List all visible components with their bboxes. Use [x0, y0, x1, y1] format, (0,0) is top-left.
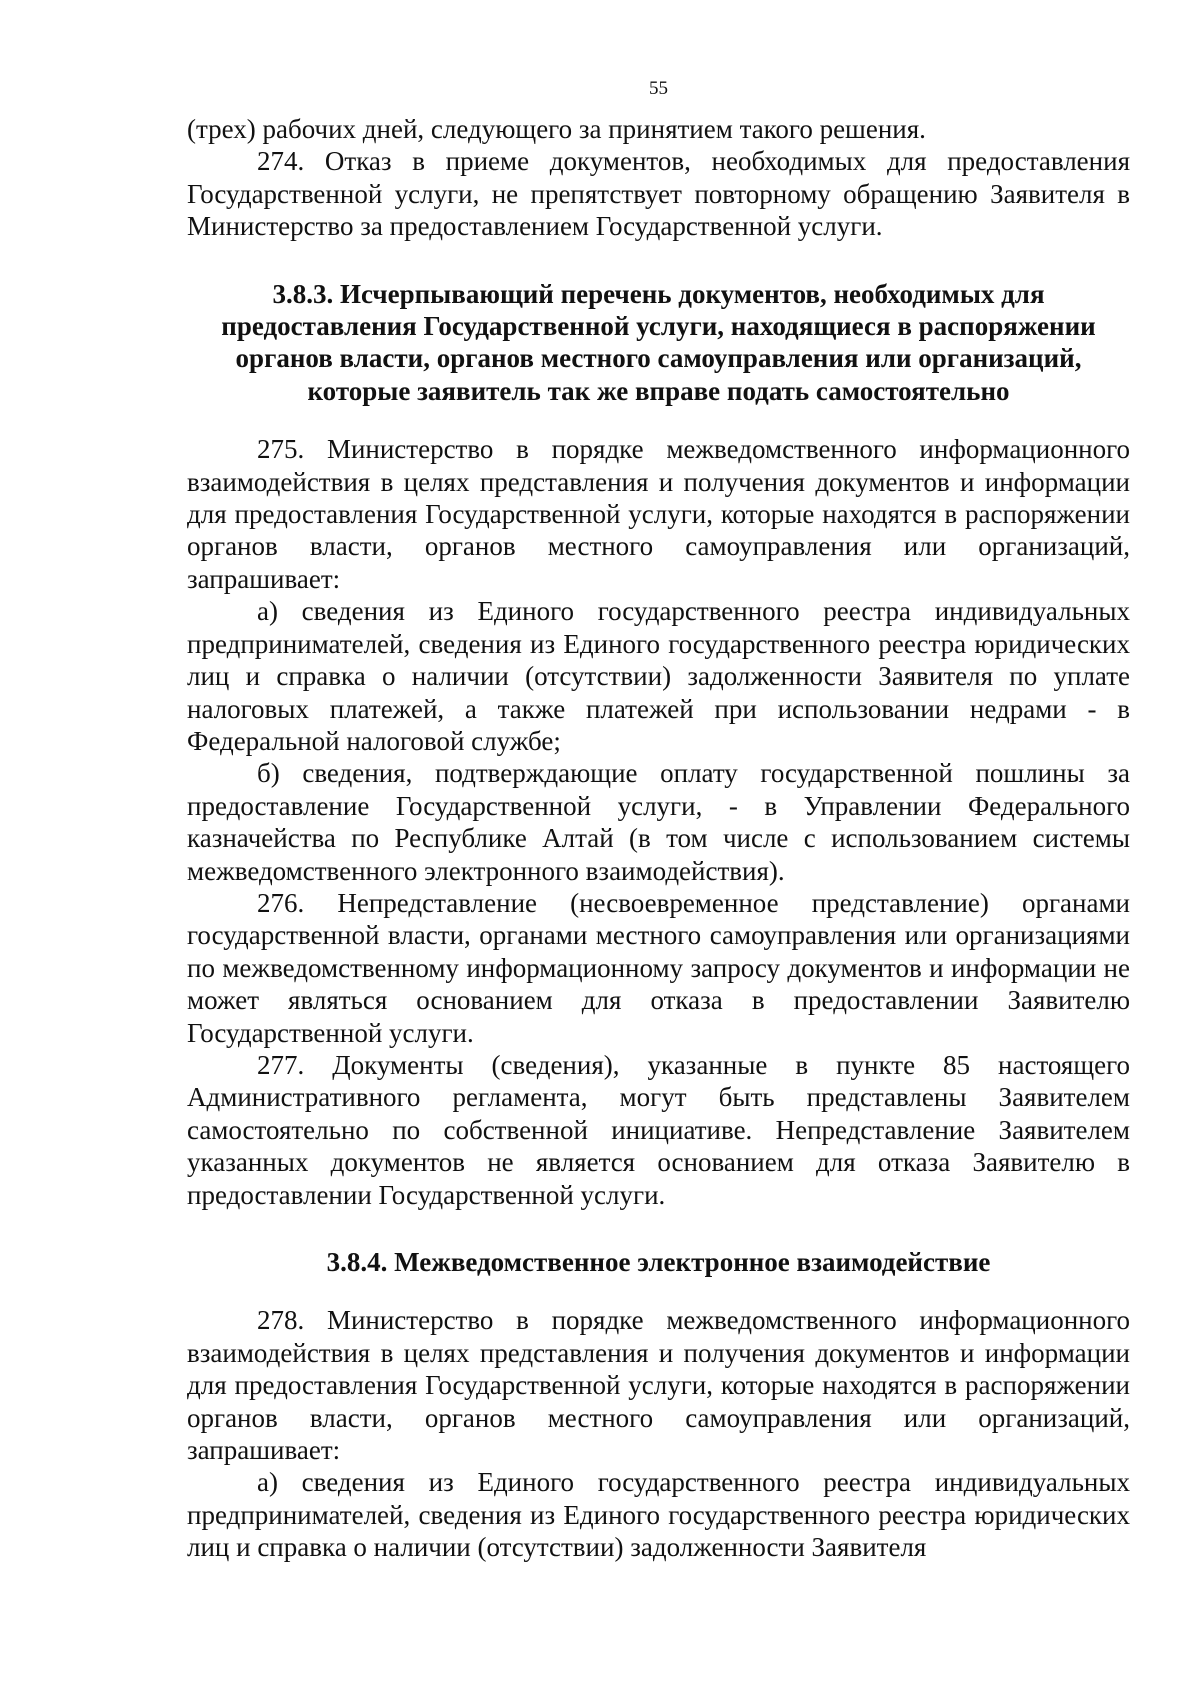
paragraph-continuation: (трех) рабочих дней, следующего за принятием такого решения. [187, 114, 926, 144]
heading-3-8-4: 3.8.4. Межведомственное электронное взаимодействие [326, 1247, 991, 1277]
heading-3-8-3: 3.8.3. Исчерпывающий перечень документов, необходимых для предоставления Государственной услуги, находящиеся в распоряжении органов власти, органов местного самоуправления или организаций, которые заявитель так же вправе подать самостоятельно [221, 278, 1096, 406]
paragraph-278: 278. Министерство в порядке межведомственного информационного взаимодействия в целях представления и получения документов и информации для предоставления Государственной услуги, которые находятся в распоряжении органов власти, органов местного самоуправления или организаций, запрашивает: [187, 1305, 1130, 1466]
paragraph-277: 277. Документы (сведения), указанные в пункте 85 настоящего Административного регламента, могут быть представлены Заявителем самостоятельно по собственной инициативе. Непредставление Заявителем указанных документов не является основанием для отказа Заявителю в предоставлении Государственной услуги. [187, 1049, 1130, 1210]
paragraph-275-item-b: б) сведения, подтверждающие оплату государственной пошлины за предоставление Государственной услуги, - в Управлении Федерального казначейства по Республике Алтай (в том числе с использованием системы межведомственного электронного взаимодействия). [187, 758, 1130, 886]
paragraph-276: 276. Непредставление (несвоевременное представление) органами государственной власти, органами местного самоуправления или организациями по межведомственному информационному запросу документов и информации не может являться основанием для отказа в предоставлении Заявителю Государственной услуги. [187, 887, 1130, 1048]
paragraph-278-item-a: а) сведения из Единого государственного реестра индивидуальных предпринимателей, сведения из Единого государственного реестра юридических лиц и справка о наличии (отсутствии) задолженности Заявителя [187, 1467, 1130, 1563]
page-number: 55 [649, 78, 668, 99]
paragraph-275: 275. Министерство в порядке межведомственного информационного взаимодействия в целях представления и получения документов и информации для предоставления Государственной услуги, которые находятся в распоряжении органов власти, органов местного самоуправления или организаций, запрашивает: [187, 434, 1130, 594]
paragraph-274: 274. Отказ в приеме документов, необходимых для предоставления Государственной услуги, не препятствует повторному обращению Заявителя в Министерство за предоставлением Государственной услуги. [187, 146, 1130, 242]
document-body [187, 113, 1130, 1564]
paragraph-275-item-a: а) сведения из Единого государственного реестра индивидуальных предпринимателей, сведения из Единого государственного реестра юридических лиц и справка о наличии (отсутствии) задолженности Заявителя по уплате налоговых платежей, а также платежей при использовании недрами - в Федеральной налоговой службе; [187, 596, 1130, 756]
